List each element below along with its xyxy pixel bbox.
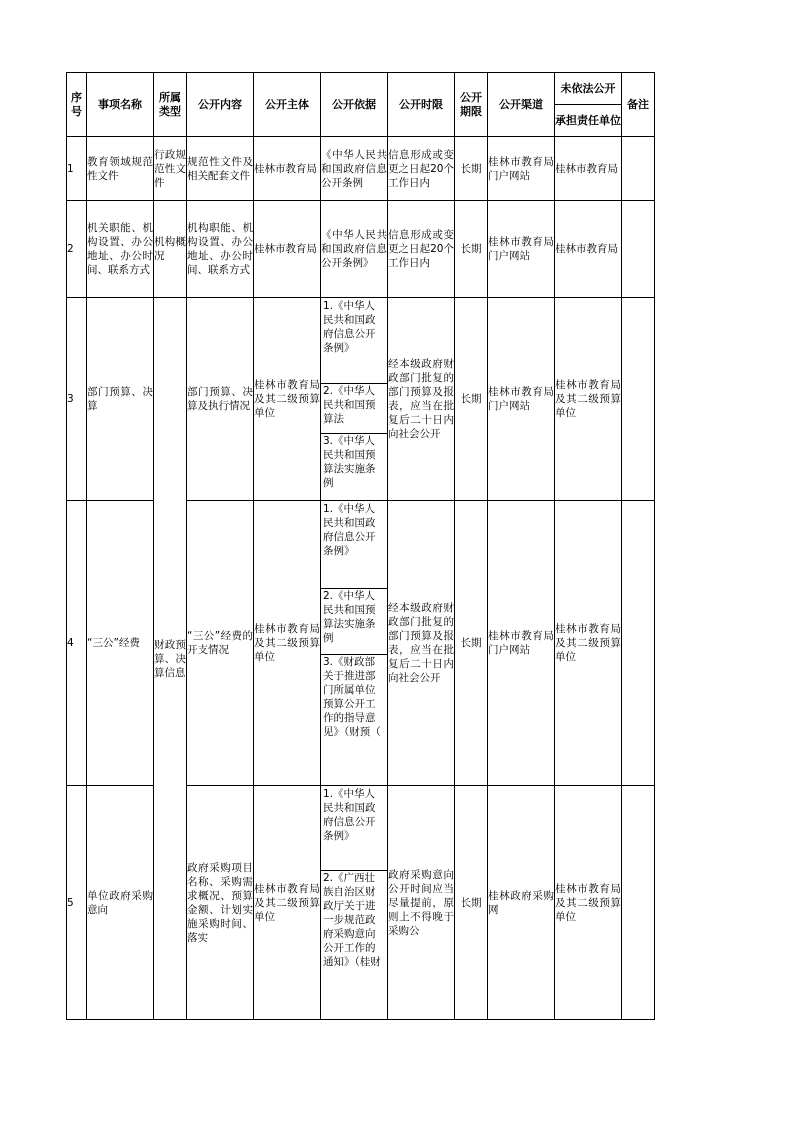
row-time-limit: 信息形成或变更之日起20个工作日内 (388, 201, 455, 298)
row-category: 机构概况 (154, 201, 187, 298)
row-basis: 《中华人民共和国政府信息公开条例 (321, 137, 388, 201)
row-period: 长期 (455, 137, 488, 201)
row-content: 部门预算、决算及执行情况 (187, 298, 254, 501)
header-not-disclosed: 未依法公开 (555, 73, 622, 105)
basis-item: 2.《中华人民共和国预算法 (321, 383, 387, 433)
disclosure-table (66, 72, 655, 1020)
row-category: 行政规范性文件 (154, 137, 187, 201)
row-period: 长期 (455, 501, 488, 786)
row-remarks (622, 501, 655, 786)
row-responsible: 桂林市教育局 (555, 137, 622, 201)
header-subject: 公开主体 (254, 73, 321, 137)
row-item-name: “三公”经费 (87, 501, 154, 786)
row-remarks (622, 298, 655, 501)
header-basis: 公开依据 (321, 73, 388, 137)
row-subject: 桂林市教育局 (254, 201, 321, 298)
row-item-name: 教育领域规范性文件 (87, 137, 154, 201)
basis-item: 1.《中华人民共和国政府信息公开条例》 (321, 299, 387, 383)
basis-list (321, 502, 387, 784)
table-row (67, 137, 655, 201)
row-responsible: 桂林市教育局及其二级预算单位 (555, 501, 622, 786)
row-item-name: 单位政府采购意向 (87, 786, 154, 1020)
header-remarks: 备注 (622, 73, 655, 137)
table-row (67, 298, 655, 501)
row-remarks (622, 201, 655, 298)
header-channel: 公开渠道 (488, 73, 555, 137)
basis-item: 2.《中华人民共和国预算法实施条例 (321, 588, 387, 654)
header-responsible: 承担责任单位 (555, 105, 622, 137)
row-channel: 桂林政府采购网 (488, 786, 555, 1020)
row-basis: 《中华人民共和国政府信息公开条例》 (321, 201, 388, 298)
basis-list (321, 787, 387, 1019)
basis-item: 2.《广西壮族自治区财政厅关于进一步规范政府采购意向公开工作的通知》（桂财 (323, 872, 381, 968)
row-item-name: 机关职能、机构设置、办公地址、办公时间、联系方式 (87, 201, 154, 298)
basis-item: 3.《中华人民共和国预算法实施条例 (323, 434, 376, 489)
row-period: 长期 (455, 201, 488, 298)
table-row (67, 201, 655, 298)
basis-item: 1.《中华人民共和国政府信息公开条例》 (321, 787, 387, 871)
row-period: 长期 (455, 298, 488, 501)
row-basis (321, 786, 388, 1020)
header-time-limit: 公开时限 (388, 73, 455, 137)
row-category: 财政预算、决算信息 (154, 298, 187, 1020)
row-remarks (622, 137, 655, 201)
header-category: 所属类型 (154, 73, 187, 137)
row-channel: 桂林市教育局门户网站 (488, 298, 555, 501)
header-seq: 序号 (67, 73, 87, 137)
row-content: 机构职能、机构设置、办公地址、办公时间、联系方式 (187, 201, 254, 298)
header-content: 公开内容 (187, 73, 254, 137)
row-time-limit: 政府采购意向公开时间应当尽量提前，原则上不得晚于采购公 (388, 786, 455, 1020)
basis-item: 1.《中华人民共和国政府信息公开条例》 (321, 502, 387, 588)
row-remarks (622, 786, 655, 1020)
row-content: “三公”经费的开支情况 (187, 501, 254, 786)
row-period: 长期 (455, 786, 488, 1020)
row-channel: 桂林市教育局门户网站 (488, 137, 555, 201)
row-subject: 桂林市教育局及其二级预算单位 (254, 501, 321, 786)
basis-list (321, 299, 387, 499)
header-period: 公开期限 (455, 73, 488, 137)
row-basis (321, 298, 388, 501)
row-time-limit: 经本级政府财政部门批复的部门预算及报表，应当在批复后二十日内向社会公开 (388, 298, 455, 501)
row-channel: 桂林市教育局门户网站 (488, 501, 555, 786)
row-basis (321, 501, 388, 786)
row-content: 规范性文件及相关配套文件 (187, 137, 254, 201)
row-content: 政府采购项目名称、采购需求概况、预算金额、计划实施采购时间、落实 (187, 786, 254, 1020)
row-subject: 桂林市教育局 (254, 137, 321, 201)
row-subject: 桂林市教育局及其二级预算单位 (254, 786, 321, 1020)
row-seq: 3 (67, 298, 87, 501)
row-seq: 5 (67, 786, 87, 1020)
header-item-name: 事项名称 (87, 73, 154, 137)
row-responsible: 桂林市教育局及其二级预算单位 (555, 298, 622, 501)
row-seq: 1 (67, 137, 87, 201)
basis-item: 3.《财政部关于推进部门所属单位预算公开工作的指导意见》（财预（ (323, 655, 381, 738)
row-responsible: 桂林市教育局 (555, 201, 622, 298)
row-item-name: 部门预算、决算 (87, 298, 154, 501)
row-seq: 2 (67, 201, 87, 298)
row-subject: 桂林市教育局及其二级预算单位 (254, 298, 321, 501)
row-channel: 桂林市教育局门户网站 (488, 201, 555, 298)
row-responsible: 桂林市教育局及其二级预算单位 (555, 786, 622, 1020)
row-time-limit: 信息形成或变更之日起20个工作日内 (388, 137, 455, 201)
row-time-limit: 经本级政府财政部门批复的部门预算及报表，应当在批复后二十日内向社会公开 (388, 501, 455, 786)
row-seq: 4 (67, 501, 87, 786)
